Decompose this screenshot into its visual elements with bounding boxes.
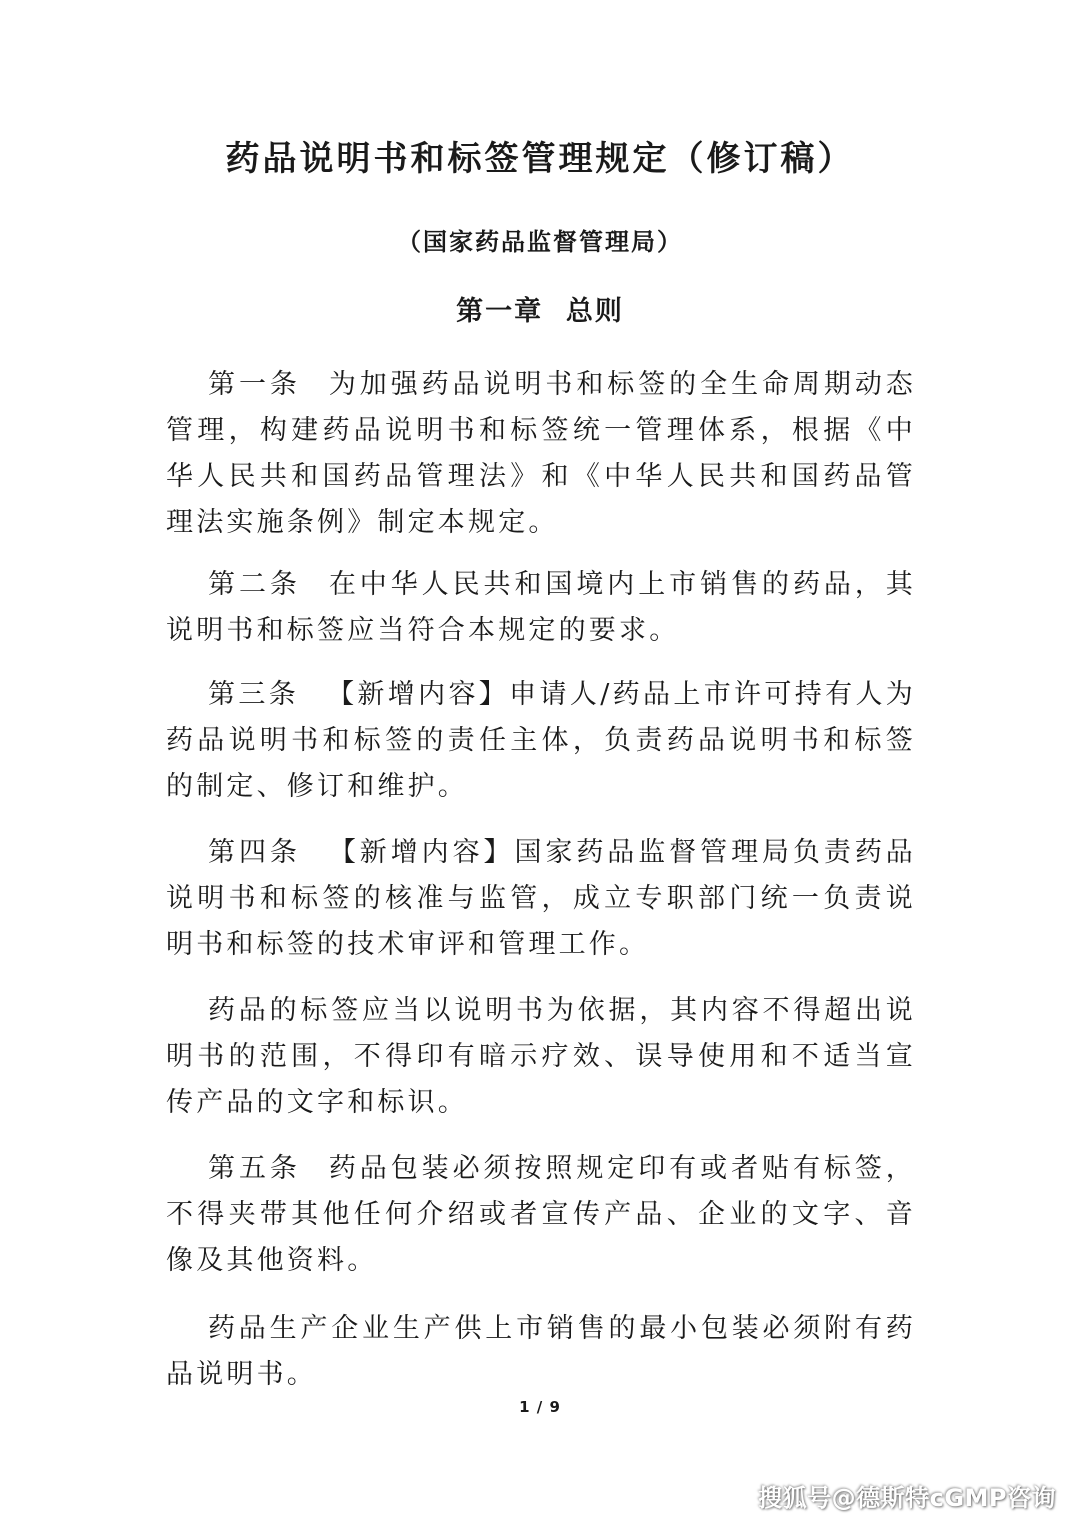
paragraph-article-2	[166, 562, 916, 654]
document-subtitle: （国家药品监督管理局）	[397, 228, 683, 256]
article-number: 第二条	[208, 569, 301, 600]
chapter-heading: 第一章 总则	[456, 296, 624, 327]
paragraph-text: 在中华人民共和国境内上市销售的药品，其说明书和标签应当符合本规定的要求。	[166, 569, 916, 646]
paragraph-article-1	[166, 362, 916, 546]
article-number: 第四条	[208, 837, 301, 868]
paragraph-text: 【新增内容】国家药品监督管理局负责药品说明书和标签的核准与监管，成立专职部门统一负责说明书和标签的技术审评和管理工作。	[166, 837, 916, 960]
paragraph-text: 药品的标签应当以说明书为依据，其内容不得超出说明书的范围，不得印有暗示疗效、误导使用和不适当宣传产品的文字和标识。	[166, 995, 916, 1118]
paragraph-article-3	[166, 672, 916, 810]
paragraph-text: 【新增内容】申请人/药品上市许可持有人为药品说明书和标签的责任主体，负责药品说明书和标签的制定、修订和维护。	[166, 679, 916, 802]
document-title: 药品说明书和标签管理规定（修订稿）	[225, 139, 855, 179]
paragraph-labels	[166, 988, 916, 1126]
paragraph-text: 药品包装必须按照规定印有或者贴有标签，不得夹带其他任何介绍或者宣传产品、企业的文字、音像及其他资料。	[166, 1153, 916, 1276]
paragraph-text: 药品生产企业生产供上市销售的最小包装必须附有药品说明书。	[166, 1313, 916, 1390]
paragraph-article-4	[166, 830, 916, 968]
page-number: 1 / 9	[519, 1398, 561, 1416]
paragraph-min-package	[166, 1306, 916, 1398]
paragraph-text: 为加强药品说明书和标签的全生命周期动态管理，构建药品说明书和标签统一管理体系，根据《中华人民共和国药品管理法》和《中华人民共和国药品管理法实施条例》制定本规定。	[166, 369, 916, 538]
paragraph-article-5	[166, 1146, 916, 1284]
watermark: 搜狐号@德斯特cGMP咨询	[758, 1484, 1056, 1512]
article-number: 第一条	[208, 369, 301, 400]
article-number: 第三条	[208, 679, 300, 710]
article-number: 第五条	[208, 1153, 301, 1184]
